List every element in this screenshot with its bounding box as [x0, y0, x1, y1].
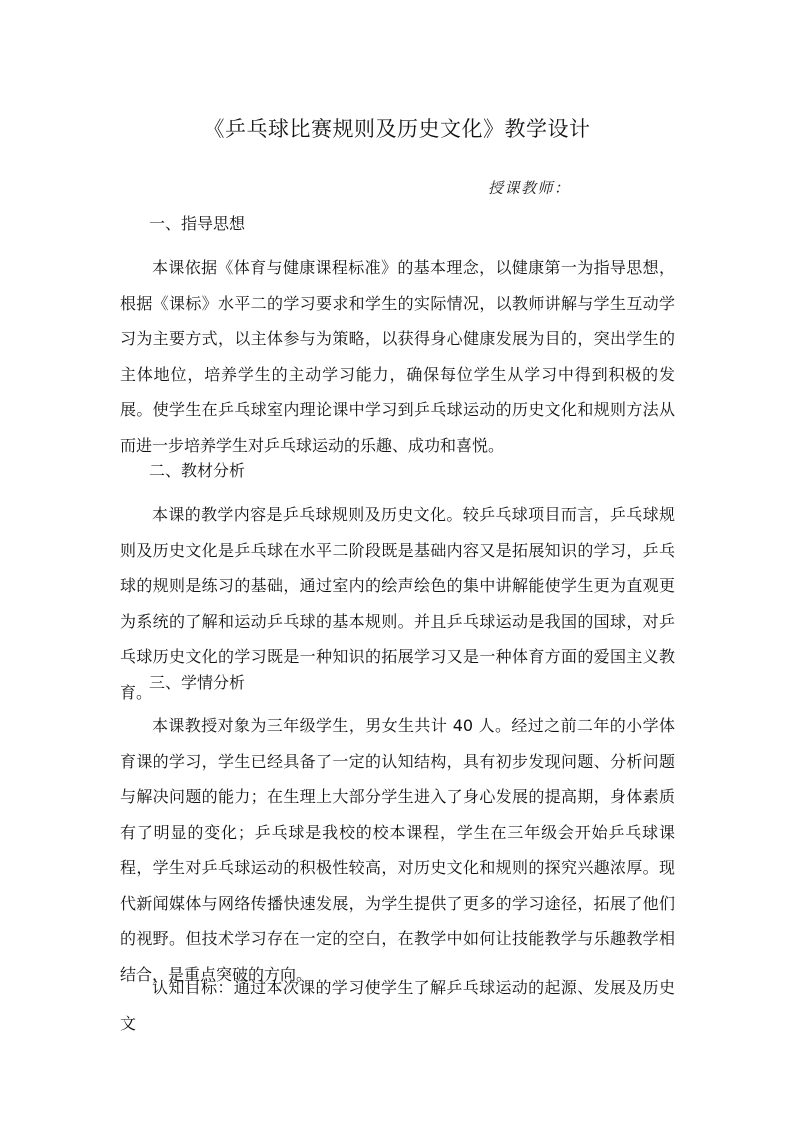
cognitive-goal-paragraph: 认知目标：通过本次课的学习使学生了解乒乓球运动的起源、发展及历史文	[120, 978, 675, 1033]
section-paragraph-material-analysis: 本课的教学内容是乒乓球规则及历史文化。较乒乓球项目而言，乒乓球规则及历史文化是乒乓球在水平二阶段既是基础内容又是拓展知识的学习，乒乓球的规则是练习的基础，通过室内的绘声绘色的集中讲解能使学生更为直观更为系统的了解和运动乒乓球的基本规则。并且乒乓球运动是我国的国球，对乒乓球历史文化的学习既是一种知识的拓展学习又是一种体育方面的爱国主义教育。	[120, 505, 675, 702]
section-paragraph-student-analysis: 本课教授对象为三年级学生，男女生共计 40 人。经过之前二年的小学体育课的学习，学生已经具备了一定的认知结构，具有初步发现问题、分析问题与解决问题的能力；在生理上大部分学生进入了身心发展的提高期，身体素质有了明显的变化；乒乓球是我校的校本课程，学生在三年级会开始乒乓球课程，学生对乒乓球运动的积极性较高，对历史文化和规则的探究兴趣浓厚。现代新闻媒体与网络传播快速发展，为学生提供了更多的学习途径，拓展了他们的视野。但技术学习存在一定的空白，在教学中如何让技能教学与乐趣教学相结合，是重点突破的方向。	[120, 716, 675, 984]
section-paragraph-guiding-ideology: 本课依据《体育与健康课程标准》的基本理念，以健康第一为指导思想，根据《课标》水平二的学习要求和学生的实际情况，以教师讲解与学生互动学习为主要方式，以主体参与为策略，以获得身心健康发展为目的，突出学生的主体地位，培养学生的主动学习能力，确保每位学生从学习中得到积极的发展。使学生在乒乓球室内理论课中学习到乒乓球运动的历史文化和规则方法从而进一步培养学生对乒乓球运动的乐趣、成功和喜悦。	[120, 258, 675, 455]
section-heading-guiding-ideology: 一、指导思想	[149, 214, 246, 233]
section-heading-student-analysis: 三、学情分析	[149, 673, 246, 692]
teacher-label: 授课教师：	[488, 179, 571, 197]
document-title: 《乒乓球比赛规则及历史文化》教学设计	[203, 117, 591, 141]
section-heading-material-analysis: 二、教材分析	[149, 461, 246, 480]
